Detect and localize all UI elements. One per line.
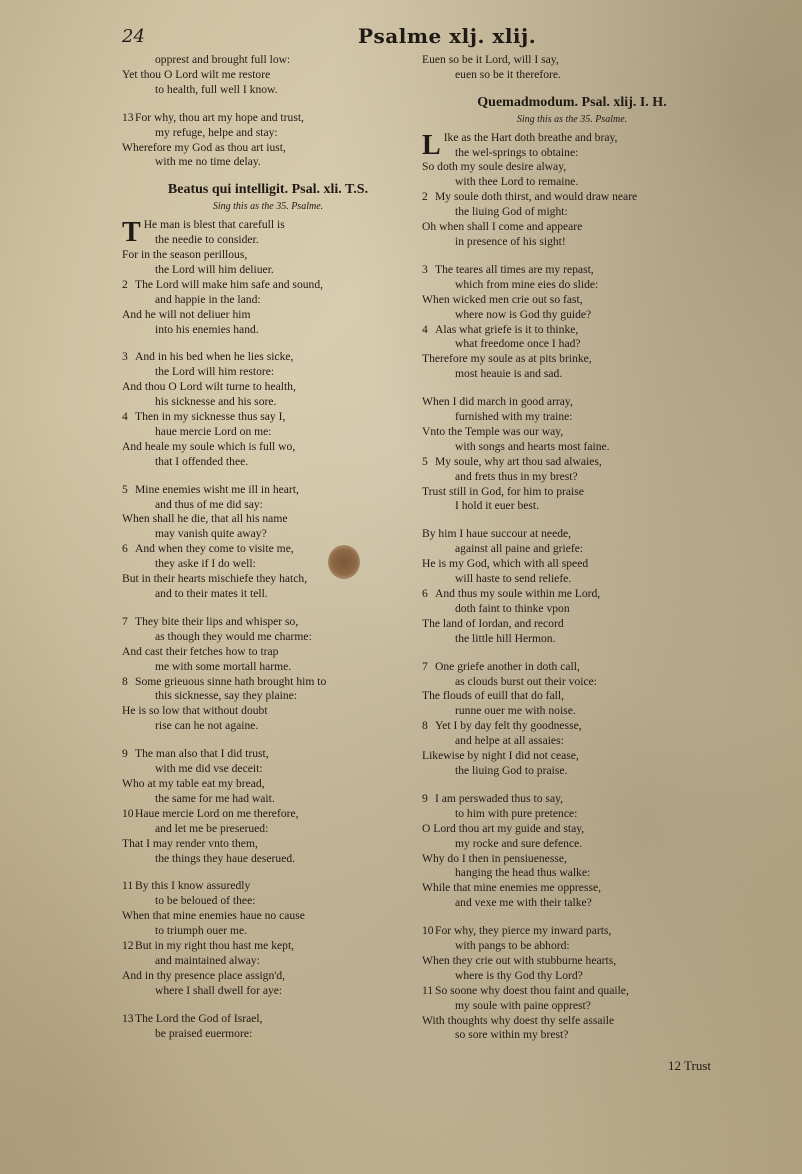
- stanza: [422, 263, 722, 382]
- verse-line: [122, 557, 414, 572]
- verse-line: [122, 660, 414, 675]
- verse-text: be praised euermore:: [155, 1026, 253, 1040]
- stanza: [122, 879, 414, 998]
- verse-text: And thou O Lord wilt turne to health,: [122, 380, 296, 394]
- verse-text: most heauie is and sad.: [455, 367, 563, 381]
- verse-text: With thoughts why doest thy selfe assaile: [422, 1013, 615, 1027]
- verse-line: [422, 367, 722, 382]
- verse-line: [122, 323, 414, 338]
- verse-text: and to their mates it tell.: [155, 587, 268, 600]
- verse-line: [122, 747, 414, 762]
- verse-line: [122, 498, 414, 513]
- verse-line: [122, 939, 414, 954]
- verse-text: Some grieuous sinne hath brought him to: [135, 674, 327, 688]
- verse-line: [122, 704, 414, 719]
- verse-text: So soone why doest thou faint and quaile,: [435, 983, 629, 997]
- verse-text: Haue mercie Lord on me therefore,: [135, 806, 299, 820]
- verse-line: [422, 499, 722, 514]
- verse-text: The Lord will make him safe and sound,: [135, 277, 324, 291]
- stanza: [122, 747, 414, 866]
- verse-line: [122, 719, 414, 734]
- verse-line: [122, 984, 414, 999]
- verse-line: [122, 879, 414, 894]
- verse-line: [122, 380, 414, 395]
- verse-text: may vanish quite away?: [155, 527, 267, 541]
- verse-line: [122, 350, 414, 365]
- verse-number: 13: [122, 110, 134, 124]
- verse-line: [122, 909, 414, 924]
- verse-text: with me did vse deceit:: [155, 762, 263, 776]
- verse-text: And when they come to visite me,: [135, 542, 294, 556]
- verse-line: [122, 483, 414, 498]
- verse-line: [422, 632, 722, 647]
- verse-line: [422, 924, 722, 939]
- verse-number: 10: [422, 924, 434, 938]
- verse-text: And heale my soule which is full wo,: [122, 439, 296, 453]
- verse-line: [122, 630, 414, 645]
- verse-line: [122, 542, 414, 557]
- verse-text: He is my God, which with all speed: [422, 557, 589, 571]
- verse-line: [422, 822, 722, 837]
- verse-text: haue mercie Lord on me:: [155, 424, 272, 438]
- stanza: [122, 615, 414, 734]
- stanza: [122, 111, 414, 171]
- verse-text: Trust still in God, for him to praise: [422, 484, 584, 498]
- verse-number: 7: [422, 659, 428, 673]
- verse-text: Who at my table eat my bread,: [122, 776, 265, 790]
- verse-text: Oh when shall I come and appeare: [422, 220, 583, 234]
- verse-text: Likewise by night I did not cease,: [422, 749, 579, 763]
- verse-text: O Lord thou art my guide and stay,: [422, 821, 585, 835]
- verse-line: [422, 263, 722, 278]
- verse-number: 13: [122, 1011, 134, 1025]
- verse-text: My soule, why art thou sad alwaies,: [435, 454, 602, 468]
- verse-text: runne ouer me with noise.: [455, 704, 576, 718]
- verse-text: the liuing God of might:: [455, 205, 568, 219]
- running-title: Psalme xlj. xlij.: [358, 24, 537, 48]
- verse-number: 8: [122, 674, 128, 688]
- verse-line: [422, 235, 722, 250]
- verse-text: and maintained alway:: [155, 953, 260, 967]
- verse-text: with pangs to be abhord:: [455, 939, 570, 953]
- ink-stain: [328, 545, 360, 579]
- verse-line: [122, 293, 414, 308]
- stanza: [122, 183, 414, 337]
- verse-text: the same for me had wait.: [155, 791, 275, 805]
- verse-text: Ike as the Hart doth breathe and bray,: [443, 130, 618, 144]
- verse-line: [422, 410, 722, 425]
- verse-line: [422, 749, 722, 764]
- verse-number: 12: [122, 939, 134, 953]
- verse-text: opprest and brought full low:: [155, 53, 291, 66]
- verse-text: the Lord will him restore:: [155, 365, 275, 379]
- verse-text: He man is blest that carefull is: [143, 218, 285, 232]
- verse-line: [422, 220, 722, 235]
- verse-line: [422, 837, 722, 852]
- verse-text: And cast their fetches how to trap: [122, 644, 279, 658]
- verse-line: [422, 866, 722, 881]
- verse-line: [422, 939, 722, 954]
- verse-text: so sore within my brest?: [455, 1028, 569, 1042]
- verse-text: Then in my sicknesse thus say I,: [135, 410, 286, 424]
- verse-text: By this I know assuredly: [135, 879, 251, 893]
- verse-text: And he will not deliuer him: [122, 307, 251, 321]
- verse-line: [122, 924, 414, 939]
- verse-line: [422, 323, 722, 338]
- verse-line: [422, 440, 722, 455]
- verse-text: and thus of me did say:: [155, 497, 263, 511]
- verse-line: [122, 155, 414, 170]
- verse-line: [422, 969, 722, 984]
- verse-text: And in his bed when he lies sicke,: [135, 350, 294, 364]
- verse-text: Yet I by day felt thy goodnesse,: [435, 719, 582, 733]
- verse-line: [422, 689, 722, 704]
- verse-line: [422, 704, 722, 719]
- verse-line: [422, 293, 722, 308]
- verse-text: to triumph ouer me.: [155, 924, 248, 938]
- verse-number: 5: [422, 454, 428, 468]
- verse-text: And thus my soule within me Lord,: [435, 587, 601, 600]
- verse-line: [122, 425, 414, 440]
- stanza: [422, 53, 722, 83]
- running-head: [0, 24, 802, 54]
- verse-text: the Lord will him deliuer.: [155, 262, 274, 276]
- verse-text: euen so be it therefore.: [455, 67, 561, 81]
- verse-line: [122, 263, 414, 278]
- verse-line: [422, 881, 722, 896]
- verse-line: [422, 792, 722, 807]
- page-number: 24: [122, 26, 145, 47]
- verse-line: [122, 512, 414, 527]
- verse-line: [122, 410, 414, 425]
- verse-line: [422, 308, 722, 323]
- verse-text: He is so low that without doubt: [122, 704, 268, 718]
- verse-text: Therefore my soule as at pits brinke,: [422, 352, 592, 366]
- verse-text: When they crie out with stubburne hearts,: [422, 953, 617, 967]
- verse-text: And in thy presence place assign'd,: [122, 968, 286, 982]
- verse-text: the needie to consider.: [155, 233, 259, 247]
- verse-line: [422, 175, 722, 190]
- verse-line: [422, 278, 722, 293]
- verse-text: That I may render vnto them,: [122, 836, 258, 850]
- drop-capital: T: [122, 217, 141, 249]
- verse-line: [122, 308, 414, 323]
- verse-line: [122, 762, 414, 777]
- verse-text: For in the season perillous,: [122, 247, 248, 261]
- verse-text: When wicked men crie out so fast,: [422, 292, 583, 306]
- verse-line: [122, 587, 414, 602]
- verse-text: my refuge, helpe and stay:: [155, 125, 278, 139]
- verse-text: The teares all times are my repast,: [435, 262, 594, 276]
- verse-text: Alas what griefe is it to thinke,: [435, 322, 579, 336]
- verse-line: [122, 53, 414, 68]
- verse-line: [422, 675, 722, 690]
- verse-text: So doth my soule desire alway,: [422, 160, 567, 174]
- verse-line: [122, 395, 414, 410]
- verse-number: 3: [122, 350, 128, 364]
- verse-line: [422, 660, 722, 675]
- verse-text: with songs and hearts most faine.: [455, 439, 610, 453]
- verse-text: where now is God thy guide?: [455, 307, 592, 321]
- verse-line: [122, 248, 414, 263]
- verse-text: Wherefore my God as thou art iust,: [122, 140, 286, 154]
- verse-line: [422, 190, 722, 205]
- psalm-heading: Quemadmodum. Psal. xlij. I. H.: [477, 94, 667, 110]
- verse-line: [122, 615, 414, 630]
- verse-text: into his enemies hand.: [155, 322, 259, 336]
- catchword: 12 Trust: [668, 1058, 711, 1073]
- verse-text: One griefe another in doth call,: [435, 659, 580, 673]
- verse-text: against all paine and griefe:: [455, 542, 584, 556]
- verse-line: [422, 160, 722, 175]
- verse-line: [122, 792, 414, 807]
- verse-line: [422, 984, 722, 999]
- verse-number: 9: [122, 747, 128, 761]
- verse-line: [422, 146, 722, 161]
- verse-line: [422, 395, 722, 410]
- verse-line: [422, 587, 722, 602]
- verse-text: his sicknesse and his sore.: [155, 395, 277, 409]
- verse-line: [122, 807, 414, 822]
- verse-text: which from mine eies do slide:: [455, 277, 599, 291]
- psalm-heading: Beatus qui intelligit. Psal. xli. T.S.: [167, 182, 369, 198]
- verse-text: doth faint to thinke vpon: [455, 601, 570, 615]
- drop-capital: L: [422, 129, 441, 161]
- verse-text: they aske if I do well:: [155, 557, 256, 571]
- verse-text: Vnto the Temple was our way,: [422, 424, 564, 438]
- stanza: [122, 483, 414, 602]
- verse-text: Yet thou O Lord wilt me restore: [122, 67, 271, 81]
- verse-line: [122, 1012, 414, 1027]
- verse-line: [422, 572, 722, 587]
- verse-text: The man also that I did trust,: [135, 747, 269, 761]
- verse-line: [422, 1028, 722, 1043]
- verse-line: [122, 645, 414, 660]
- verse-number: 11: [122, 879, 134, 893]
- verse-number: 10: [122, 806, 134, 820]
- verse-text: I hold it euer best.: [455, 499, 540, 513]
- verse-text: the wel-springs to obtaine:: [455, 145, 579, 159]
- verse-text: where is thy God thy Lord?: [455, 968, 583, 982]
- verse-line: [422, 807, 722, 822]
- verse-text: the little hill Hermon.: [455, 631, 556, 645]
- stanza: [422, 924, 722, 1043]
- verse-line: [122, 527, 414, 542]
- stanza: [122, 53, 414, 98]
- verse-number: 2: [122, 277, 128, 291]
- verse-line: [422, 764, 722, 779]
- verse-text: this sicknesse, say they plaine:: [155, 689, 297, 703]
- verse-line: [122, 572, 414, 587]
- verse-text: When shall he die, that all his name: [122, 512, 288, 526]
- verse-line: [122, 440, 414, 455]
- verse-number: 11: [422, 983, 434, 997]
- verse-text: and happie in the land:: [155, 292, 261, 306]
- verse-text: The land of Iordan, and record: [422, 616, 564, 630]
- verse-line: [122, 822, 414, 837]
- verse-text: While that mine enemies me oppresse,: [422, 881, 602, 895]
- verse-text: the liuing God to praise.: [455, 763, 568, 777]
- verse-number: 3: [422, 262, 428, 276]
- verse-text: But in my right thou hast me kept,: [135, 939, 295, 953]
- verse-line: [122, 455, 414, 470]
- verse-line: [422, 954, 722, 969]
- verse-line: [422, 337, 722, 352]
- verse-text: my rocke and sure defence.: [455, 836, 583, 850]
- verse-line: [422, 557, 722, 572]
- verse-text: as clouds burst out their voice:: [455, 674, 597, 688]
- stanza: [422, 792, 722, 911]
- verse-number: 4: [122, 410, 128, 424]
- verse-text: Mine enemies wisht me ill in heart,: [135, 482, 299, 496]
- verse-line: [422, 1014, 722, 1029]
- verse-line: [122, 83, 414, 98]
- verse-text: as though they would me charme:: [155, 629, 312, 643]
- verse-line: [122, 954, 414, 969]
- verse-number: 7: [122, 614, 128, 628]
- verse-line: [422, 455, 722, 470]
- verse-text: me with some mortall harme.: [155, 659, 292, 673]
- verse-line: [122, 777, 414, 792]
- verse-line: [122, 141, 414, 156]
- verse-text: my soule with paine opprest?: [455, 998, 591, 1012]
- verse-text: and let me be preserued:: [155, 821, 269, 835]
- verse-line: [422, 896, 722, 911]
- verse-line: [122, 68, 414, 83]
- stanza: [122, 350, 414, 469]
- verse-text: Euen so be it Lord, will I say,: [422, 53, 559, 66]
- verse-text: with me no time delay.: [155, 155, 261, 169]
- verse-line: [122, 689, 414, 704]
- verse-line: [422, 852, 722, 867]
- verse-text: to health, full well I know.: [155, 82, 278, 96]
- verse-line: [122, 1027, 414, 1042]
- stanza: [422, 527, 722, 646]
- verse-text: where I shall dwell for aye:: [155, 983, 283, 997]
- verse-text: rise can he not againe.: [155, 719, 259, 733]
- verse-text: and helpe at all assaies:: [455, 734, 564, 748]
- verse-line: [122, 111, 414, 126]
- verse-line: [422, 68, 722, 83]
- verse-line: [122, 837, 414, 852]
- verse-line: [122, 852, 414, 867]
- verse-number: 5: [122, 482, 128, 496]
- verse-text: The Lord the God of Israel,: [135, 1011, 263, 1025]
- verse-line: [422, 352, 722, 367]
- verse-text: and vexe me with their talke?: [455, 896, 592, 910]
- verse-text: and frets thus in my brest?: [455, 469, 578, 483]
- verse-line: [422, 999, 722, 1014]
- verse-text: Why do I then in pensiuenesse,: [422, 851, 567, 865]
- stanza: [422, 395, 722, 514]
- verse-number: 6: [422, 587, 428, 600]
- verse-text: When that mine enemies haue no cause: [122, 909, 305, 923]
- verse-line: [422, 53, 722, 68]
- verse-line: [122, 675, 414, 690]
- verse-line: [122, 969, 414, 984]
- verse-text: to him with pure pretence:: [455, 806, 578, 820]
- verse-number: 4: [422, 322, 428, 336]
- verse-line: [422, 470, 722, 485]
- stanza: [422, 96, 722, 250]
- verse-number: 2: [422, 190, 428, 204]
- verse-line: [422, 205, 722, 220]
- verse-line: [122, 894, 414, 909]
- verse-line: [122, 126, 414, 141]
- verse-number: 9: [422, 791, 428, 805]
- verse-text: But in their hearts mischiefe they hatch,: [122, 572, 308, 586]
- verse-line: [422, 485, 722, 500]
- verse-text: furnished with my traine:: [455, 410, 573, 424]
- tune-direction: Sing this as the 35. Psalme.: [516, 113, 628, 125]
- verse-line: [122, 278, 414, 293]
- verse-line: [422, 425, 722, 440]
- verse-text: will haste to send reliefe.: [455, 572, 572, 586]
- verse-text: The flouds of euill that do fall,: [422, 689, 564, 703]
- verse-text: in presence of his sight!: [455, 234, 566, 248]
- verse-text: with thee Lord to remaine.: [455, 175, 579, 189]
- verse-text: to be beloued of thee:: [155, 894, 256, 908]
- verse-text: When I did march in good array,: [422, 395, 573, 409]
- verse-text: For why, thou art my hope and trust,: [135, 110, 304, 124]
- verse-text: what freedome once I had?: [455, 337, 581, 351]
- verse-text: They bite their lips and whisper so,: [135, 614, 299, 628]
- verse-text: hanging the head thus walke:: [455, 866, 591, 880]
- verse-text: that I offended thee.: [155, 454, 249, 468]
- verse-line: [122, 233, 414, 248]
- stanza: [422, 660, 722, 779]
- verse-number: 8: [422, 719, 428, 733]
- verse-line: [122, 365, 414, 380]
- stanza: [122, 1012, 414, 1042]
- verse-text: My soule doth thirst, and would draw neare: [435, 190, 638, 204]
- verse-line: [422, 542, 722, 557]
- verse-line: [422, 734, 722, 749]
- verse-line: [422, 527, 722, 542]
- verse-line: [422, 719, 722, 734]
- verse-line: [422, 617, 722, 632]
- verse-text: I am perswaded thus to say,: [435, 791, 564, 805]
- verse-text: By him I haue succour at neede,: [422, 527, 572, 541]
- verse-line: [422, 602, 722, 617]
- verse-text: For why, they pierce my inward parts,: [435, 924, 612, 938]
- left-column: [122, 53, 414, 1054]
- right-column: [422, 53, 722, 1056]
- verse-text: the things they haue deserued.: [155, 851, 296, 865]
- verse-number: 6: [122, 542, 128, 556]
- tune-direction: Sing this as the 35. Psalme.: [212, 201, 324, 213]
